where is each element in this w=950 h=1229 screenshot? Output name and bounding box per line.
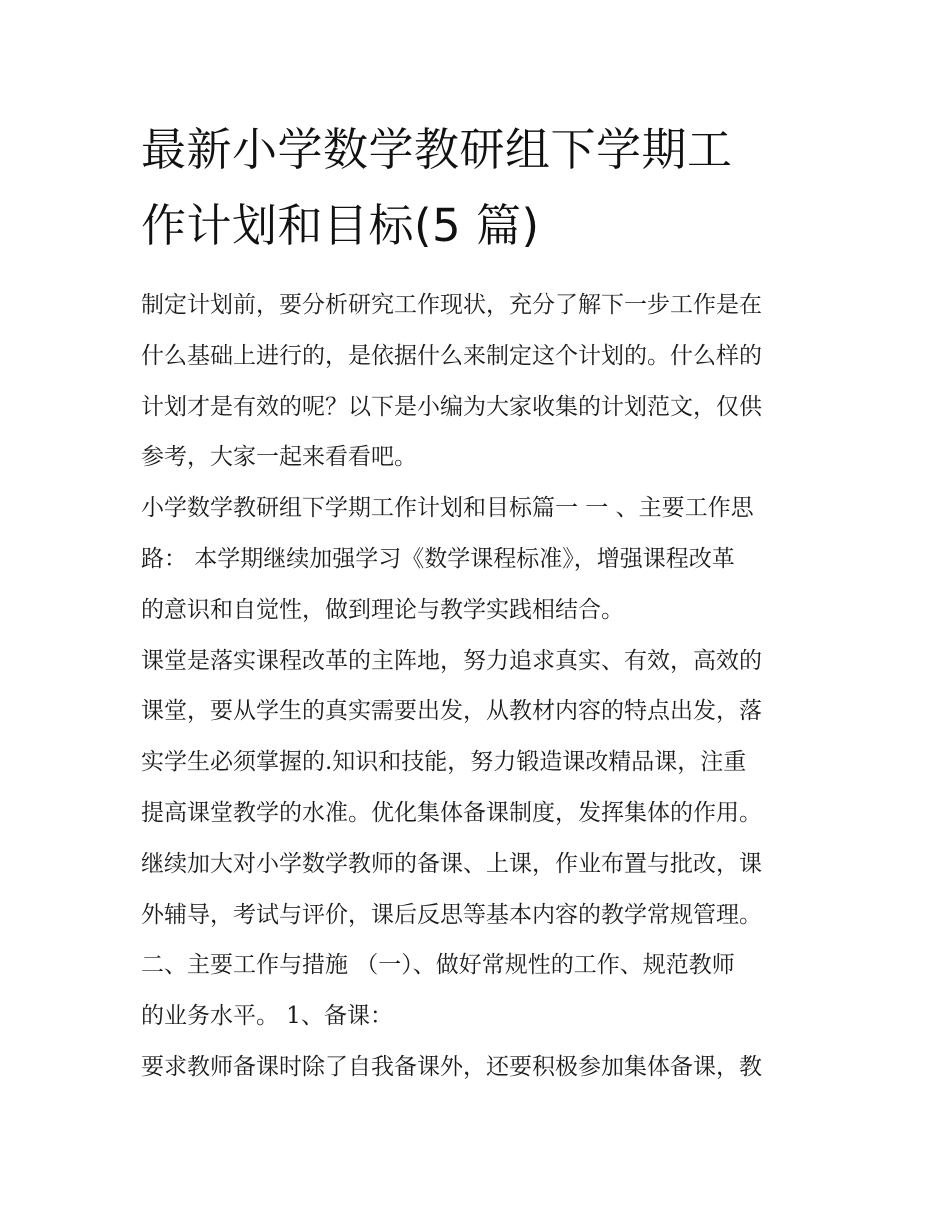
body-line: 参考，大家一起来看看吧。: [141, 444, 417, 471]
body-line: 的意识和自觉性，做到理论与教学实践相结合。: [141, 596, 624, 623]
body-line: 路： 本学期继续加强学习《数学课程标准》，增强课程改革: [141, 545, 735, 572]
body-line: 计划才是有效的呢？以下是小编为大家收集的计划范文，仅供: [141, 393, 762, 420]
body-line: 小学数学教研组下学期工作计划和目标篇一 一 、主要工作思: [141, 495, 754, 522]
body-line: 要求教师备课时除了自我备课外，还要积极参加集体备课，教: [141, 1053, 762, 1080]
document-body: [141, 280, 821, 1093]
document-title: [141, 112, 821, 264]
body-line: 实学生必须掌握的.知识和技能，努力锻造课改精品课，注重: [141, 749, 747, 776]
body-line: 什么基础上进行的，是依据什么来制定这个计划的。什么样的: [141, 342, 762, 369]
body-line: 提高课堂教学的水准。优化集体备课制度，发挥集体的作用。: [141, 799, 762, 826]
body-line: 的业务水平。 1、备课：: [141, 1003, 393, 1030]
body-line: 课堂，要从学生的真实需要出发，从教材内容的特点出发，落: [141, 698, 762, 725]
body-line: 继续加大对小学数学教师的备课、上课，作业布置与批改，课: [141, 850, 762, 877]
title-line: 作计划和目标(5 篇): [141, 199, 540, 252]
title-line: 最新小学数学教研组下学期工: [141, 123, 733, 176]
body-line: 二、主要工作与措施 （一）、做好常规性的工作、规范教师: [141, 952, 735, 979]
body-line: 外辅导，考试与评价，课后反思等基本内容的教学常规管理。: [141, 901, 762, 928]
body-line: 制定计划前，要分析研究工作现状，充分了解下一步工作是在: [141, 292, 762, 318]
body-line: 课堂是落实课程改革的主阵地，努力追求真实、有效，高效的: [141, 647, 762, 674]
